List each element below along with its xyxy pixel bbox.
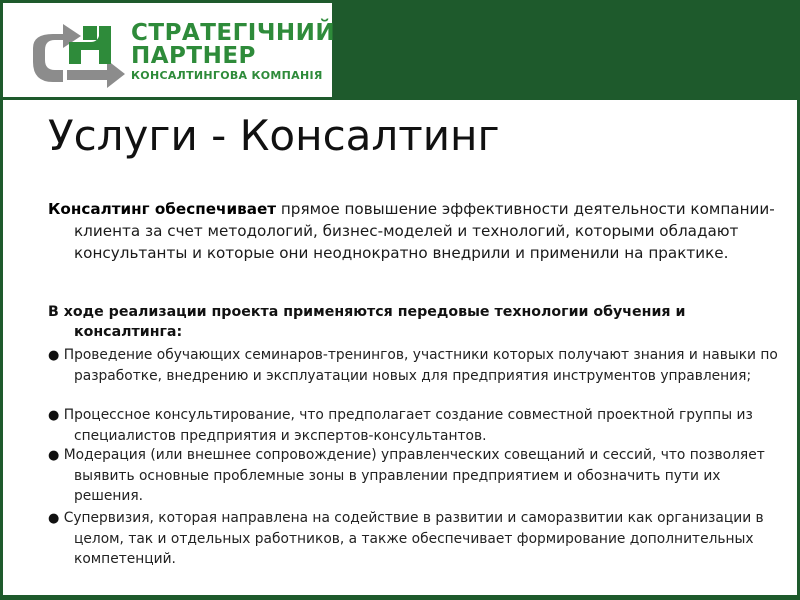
bullet-dot-icon: ●: [48, 348, 60, 363]
intro-text: прямое повышение эффективности деятельности компании-клиента за счет методологий, бизнес-моделей и технологий, которыми обладают консультанты и которые они неоднократно внедрили и применили на практике.: [74, 200, 775, 262]
logo-panel: [3, 3, 336, 97]
bullet-text: Проведение обучающих семинаров-тренингов, участники которых получают знания и навыки по разработке, внедрению и эксплуатации новых для предприятия инструментов управления;: [59, 347, 778, 384]
logo-title-line1: СТРАТЕГІЧНИЙ: [131, 20, 336, 46]
bullet-dot-icon: ●: [48, 511, 60, 526]
intro-paragraph: [48, 198, 784, 264]
slide-title: Услуги - Консалтинг: [48, 111, 500, 160]
strategic-partner-arrows-icon: [33, 20, 125, 88]
methods-subheading: В ходе реализации проекта применяются передовые технологии обучения и консалтинга:: [48, 304, 686, 340]
bullet-item-moderation: [48, 445, 786, 506]
bullet-dot-icon: ●: [48, 448, 60, 463]
bullet-item-supervision: [48, 508, 786, 569]
bullet-text: Процессное консультирование, что предполагает создание совместной проектной группы из специалистов предприятия и экспертов-консультантов.: [59, 407, 753, 444]
logo-subtitle: КОНСАЛТИНГОВА КОМПАНІЯ: [131, 69, 323, 82]
logo-title-line2: ПАРТНЕР: [131, 43, 256, 69]
bullet-dot-icon: ●: [48, 408, 60, 423]
bullet-text: Модерация (или внешнее сопровождение) управленческих совещаний и сессий, что позволяет выявить основные проблемные зоны в управлении предприятием и обозначить пути их решения.: [59, 447, 765, 504]
bullet-item-process-consulting: [48, 405, 786, 446]
bullet-text: Супервизия, которая направлена на содействие в развитии и саморазвитии как организации в целом, так и отдельных работников, а также обеспечивает формирование дополнительных компетенций.: [59, 510, 764, 567]
bullet-item-training: [48, 345, 786, 386]
intro-lead: Консалтинг обеспечивает: [48, 200, 277, 218]
